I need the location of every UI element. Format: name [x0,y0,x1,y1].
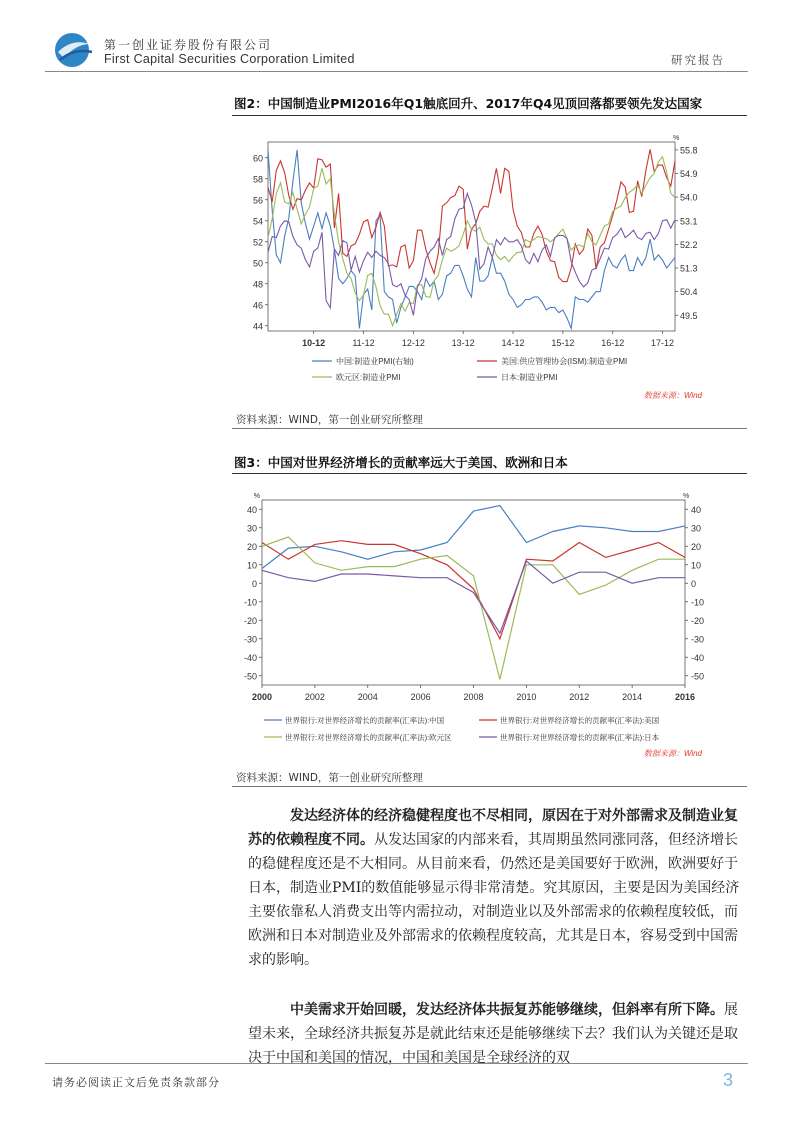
x-tick-label: 17-12 [651,338,675,348]
footer-divider [45,1063,748,1064]
left-tick-label: 0 [251,578,257,589]
right-tick-label: 53.1 [680,216,698,227]
right-tick-label: 55.8 [680,145,698,156]
company-logo [52,30,96,70]
series-line-2 [268,157,675,326]
right-tick-label: 52.2 [680,239,698,250]
x-tick-label: 15-12 [551,338,575,348]
x-tick-label: 2016 [674,692,696,702]
figure3-title-rule [232,473,747,474]
left-tick-label: 52 [252,237,263,248]
x-tick-label: 2008 [463,692,484,702]
legend-label: 世界银行:对世界经济增长的贡献率(汇率法):美国 [500,716,660,725]
left-tick-label: -10 [243,597,257,608]
company-name-cn: 第一创业证券股份有限公司 [104,38,273,52]
right-tick-label: -30 [691,634,705,645]
legend-label: 欧元区:制造业PMI [336,373,401,382]
right-tick-label: -20 [691,615,705,626]
series-line-0 [268,150,675,329]
left-tick-label: 20 [246,541,257,552]
x-tick-label: 16-12 [601,338,625,348]
figure2-title: 图2：中国制造业PMI2016年Q1触底回升、2017年Q4见顶回落都要领先发达国家 [234,96,703,111]
left-tick-label: -20 [243,615,257,626]
right-tick-label: 30 [691,523,702,534]
left-tick-label: -40 [243,652,257,663]
paragraph-1 [248,804,745,972]
right-tick-label: -40 [691,652,705,663]
x-tick-label: 11-12 [352,338,375,348]
left-tick-label: -50 [243,671,257,682]
left-tick-label: 30 [246,523,257,534]
right-tick-label: 10 [691,560,702,571]
legend-label: 中国:制造业PMI(右轴) [336,357,414,366]
x-tick-label: 14-12 [501,338,525,348]
paragraph-1-lead: 发达经济体的经济稳健程度也不尽相同，原因在于对外部需求及制造业复苏的依赖程度不同。 [248,808,738,848]
right-tick-label: 54.0 [680,192,698,203]
x-tick-label: 2012 [569,692,590,702]
x-tick-label: 2002 [304,692,325,702]
left-tick-label: 46 [252,300,263,311]
series-line-3 [262,561,685,633]
series-line-2 [262,537,685,679]
x-tick-label: 2010 [516,692,537,702]
left-tick-label: 40 [246,504,257,515]
right-tick-label: 50.4 [680,287,698,298]
source-tag: 数据来源：Wind [643,749,702,758]
left-tick-label: -30 [243,634,257,645]
series-line-1 [268,149,675,281]
right-axis-unit: % [673,135,680,142]
legend-label: 美国:供应管理协会(ISM):制造业PMI [501,357,628,366]
left-axis-unit: % [253,493,260,500]
left-tick-label: 44 [252,321,263,332]
right-axis-unit: % [683,493,690,500]
x-tick-label: 2014 [622,692,643,702]
right-tick-label: 49.5 [680,310,698,321]
page-number: 3 [722,1070,733,1090]
figure3-source: 资料来源：WIND，第一创业研究所整理 [236,772,423,784]
right-tick-label: 51.3 [680,263,698,274]
series-line-0 [262,506,685,569]
figure3-title: 图3：中国对世界经济增长的贡献率远大于美国、欧洲和日本 [234,455,568,470]
legend-label: 世界银行:对世界经济增长的贡献率(汇率法):欧元区 [285,733,452,742]
left-tick-label: 56 [252,195,263,206]
left-tick-label: 50 [252,258,263,269]
figure3-source-rule [232,786,747,787]
x-tick-label: 2004 [357,692,378,702]
series-line-1 [262,541,685,639]
left-tick-label: 60 [252,153,263,164]
figure3-chart [232,488,717,763]
x-tick-label: 12-12 [401,338,425,348]
paragraph-1-text: 从发达国家的内部来看，其周期虽然同涨同落，但经济增长的稳健程度还是不大相同。从目前来看，仍然还是美国要好于欧洲，欧洲要好于日本，制造业PMI的数值能够显示得非常清楚。究其原因，主要是因为美国经济主要依靠私人消费支出等内需拉动，对制造业以及外部需求的依赖程度较低，而欧洲和日本对制造业及外部需求的依赖程度较高，尤其是日本，容易受到中国需求的影响。 [248,832,740,968]
right-tick-label: 40 [691,504,702,515]
paragraph-2-lead: 中美需求开始回暖，发达经济体共振复苏能够继续，但斜率有所下降。 [290,1002,724,1018]
x-tick-label: 13-12 [451,338,475,348]
figure2-source: 资料来源：WIND，第一创业研究所整理 [236,414,423,426]
paragraph-2-text: 展望未来，全球经济共振复苏是就此结束还是能够继续下去？我们认为关键还是取决于中国和美国的情况，中国和美国是全球经济的双 [248,1002,738,1066]
left-tick-label: 10 [246,560,257,571]
legend-label: 日本:制造业PMI [501,373,558,382]
x-tick-label: 2000 [251,692,273,702]
legend-label: 世界银行:对世界经济增长的贡献率(汇率法):日本 [500,733,660,742]
right-tick-label: 0 [691,578,697,589]
right-tick-label: -50 [691,671,705,682]
x-tick-label: 10-12 [302,338,326,348]
figure2-source-rule [232,428,747,429]
left-tick-label: 48 [252,279,263,290]
x-tick-label: 2006 [410,692,431,702]
document-type: 研究报告 [671,53,725,67]
paragraph-2 [248,998,745,1070]
header-divider [45,71,748,72]
source-tag: 数据来源：Wind [643,391,702,400]
right-tick-label: 54.9 [680,169,698,179]
footer-disclaimer: 请务必阅读正文后免责条款部分 [52,1076,220,1089]
figure2-chart [232,130,717,405]
company-name-en: First Capital Securities Corporation Limited [104,52,355,66]
left-tick-label: 54 [252,216,263,227]
legend-label: 世界银行:对世界经济增长的贡献率(汇率法):中国 [285,716,445,725]
right-tick-label: -10 [691,597,705,608]
right-tick-label: 20 [691,541,702,552]
figure2-title-rule [232,115,747,116]
left-tick-label: 58 [252,174,263,185]
